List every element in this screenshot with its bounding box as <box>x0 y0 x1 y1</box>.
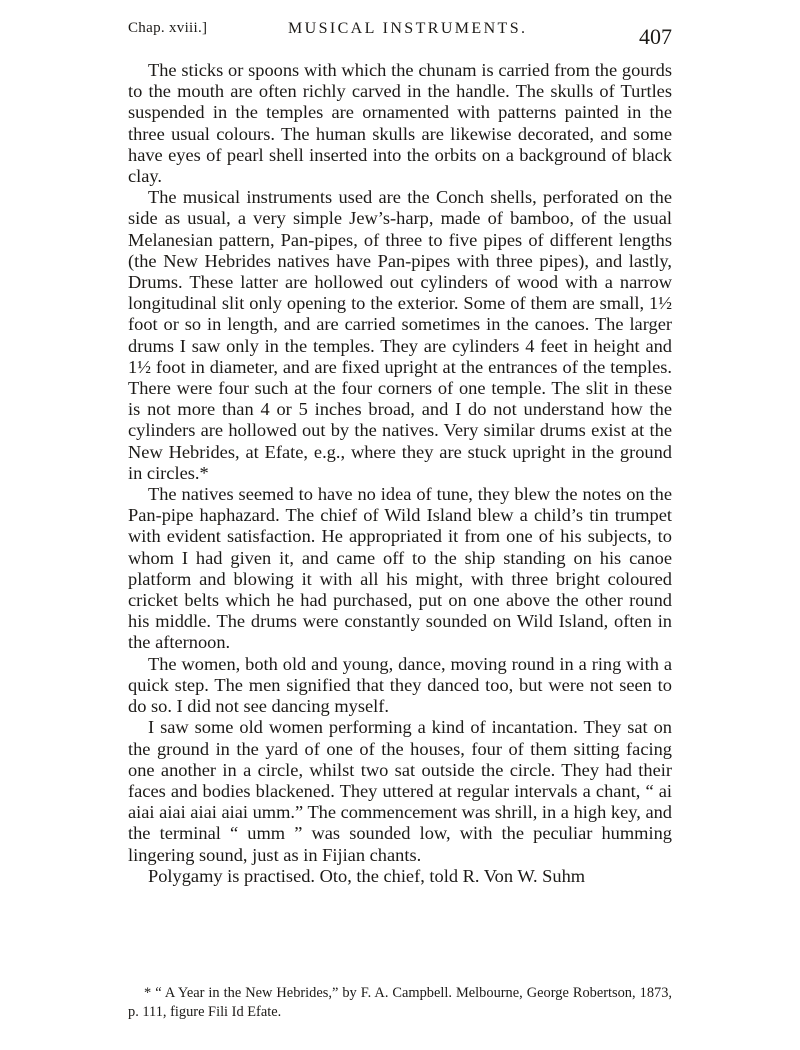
footnote: * “ A Year in the New Hebrides,” by F. A. Campbell. Melbourne, George Robertson, 1873, p. 111, figure Fili Id Efate. <box>128 985 672 1020</box>
footnote-block <box>128 984 672 1022</box>
paragraph-skulls: The sticks or spoons with which the chunam is carried from the gourds to the mouth are often richly carved in the handle. The skulls of Turtles suspended in the temples are ornamented with patterns painted in the three usual colours. The human skulls are likewise decorated, and some have eyes of pearl shell inserted into the orbits on a background of black clay. <box>128 60 672 187</box>
paragraph-polygamy: Polygamy is practised. Oto, the chief, told R. Von W. Suhm <box>148 865 586 886</box>
paragraph-tune: The natives seemed to have no idea of tune, they blew the notes on the Pan-pipe haphazard. The chief of Wild Island blew a child’s tin trumpet with evident satisfaction. He appropriated it from one of his subjects, to whom I had given it, and came off to the ship standing on his canoe platform and blowing it with all his might, with three bright coloured cricket belts which he had purchased, put on one above the other round his middle. The drums were constantly sounded on Wild Island, often in the afternoon. <box>128 484 672 653</box>
running-head <box>128 20 672 50</box>
body-text <box>128 60 672 887</box>
chapter-label: Chap. xviii.] <box>128 20 208 36</box>
page-number: 407 <box>639 24 672 49</box>
running-title: MUSICAL INSTRUMENTS. <box>288 20 528 37</box>
paragraph-incantation: I saw some old women performing a kind of incantation. They sat on the ground in the yard of one of the houses, four of them sitting facing one another in a circle, whilst two sat outside the circle. They had their faces and bodies blackened. They uttered at regular intervals a chant, “ ai aiai aiai aiai aiai umm.” The commencement was shrill, in a high key, and the terminal “ umm ” was sounded low, with the peculiar humming lingering sound, just as in Fijian chants. <box>128 717 672 865</box>
paragraph-instruments: The musical instruments used are the Conch shells, perforated on the side as usual, a very simple Jew’s-harp, made of bamboo, of the usual Melanesian pattern, Pan-pipes, of three to five pipes of different lengths (the New Hebrides natives have Pan-pipes with three pipes), and lastly, Drums. These latter are hollowed out cylinders of wood with a narrow longitudinal slit only opening to the exterior. Some of them are small, 1½ foot or so in length, and are carried sometimes in the canoes. The larger drums I saw only in the temples. They are cylinders 4 feet in height and 1½ foot in diameter, and are fixed upright at the entrances of the temples. There were four such at the four corners of one temple. The slit in these is not more than 4 or 5 inches broad, and I do not understand how the cylinders are hollowed out by the natives. Very similar drums exist at the New Hebrides, at Efate, e.g., where they are stuck upright in the ground in circles.* <box>128 187 672 483</box>
paragraph-dance: The women, both old and young, dance, moving round in a ring with a quick step. The men signified that they danced too, but were not seen to do so. I did not see dancing myself. <box>128 653 672 717</box>
